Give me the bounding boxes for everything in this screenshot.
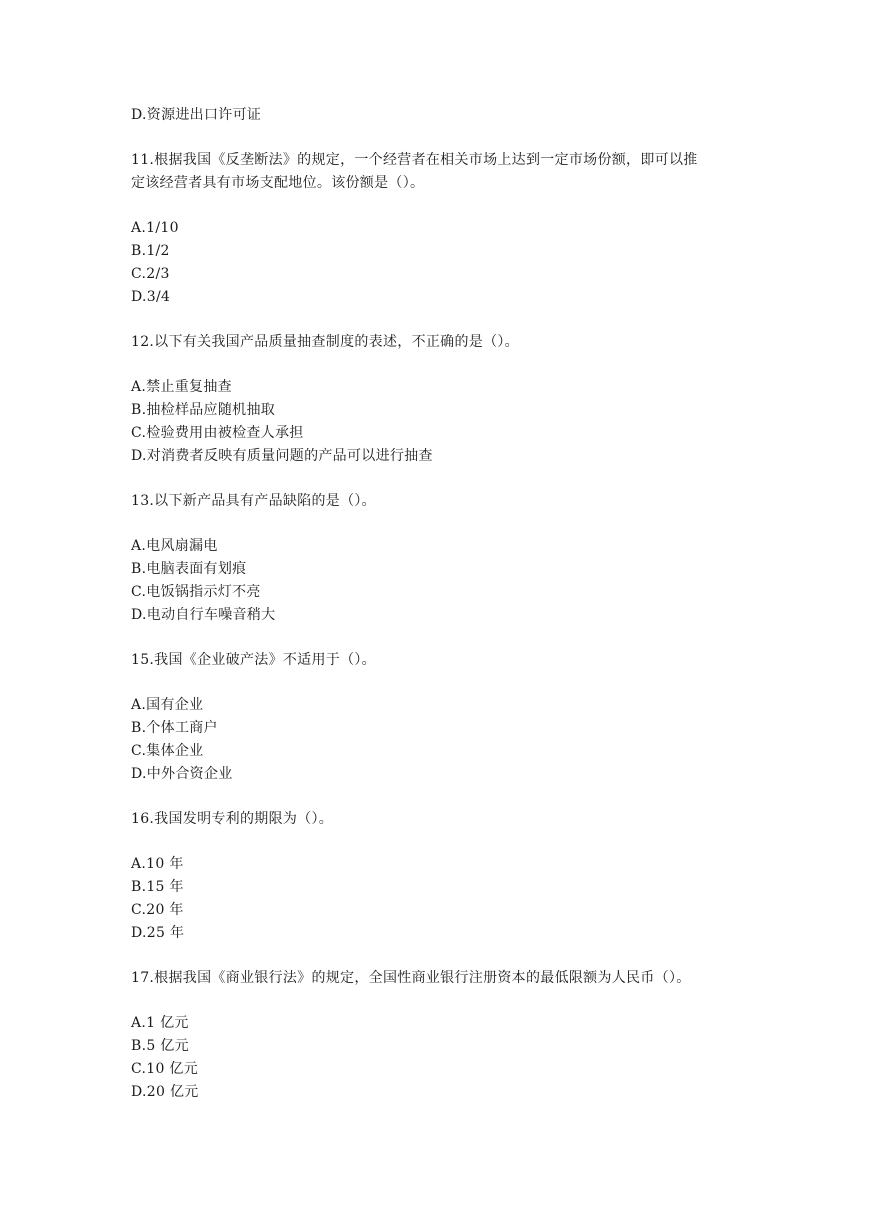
question-text: 16.我国发明专利的期限为（）。 xyxy=(131,811,334,827)
option-line: C.电饭锅指示灯不亮 xyxy=(131,584,261,600)
option-line: D.资源进出口许可证 xyxy=(131,107,262,123)
option-line: C.20 年 xyxy=(131,902,184,918)
option-line: B.电脑表面有划痕 xyxy=(131,561,247,577)
option-line: B.15 年 xyxy=(131,879,184,895)
question-block xyxy=(131,331,751,468)
option-line: A.1 亿元 xyxy=(131,1015,189,1031)
option-line: B.1/2 xyxy=(131,243,170,259)
option-line: A.10 年 xyxy=(131,856,184,872)
question-text-continued: 定该经营者具有市场支配地位。该份额是（）。 xyxy=(131,175,425,191)
document-page xyxy=(131,104,751,1104)
option-line: D.中外合资企业 xyxy=(131,766,233,782)
option-line: B.5 亿元 xyxy=(131,1038,189,1054)
option-line: B.个体工商户 xyxy=(131,720,218,736)
question-text: 12.以下有关我国产品质量抽查制度的表述，不正确的是（）。 xyxy=(131,334,519,350)
option-line: D.3/4 xyxy=(131,289,171,305)
option-line: B.抽检样品应随机抽取 xyxy=(131,402,276,418)
option-line: D.电动自行车噪音稍大 xyxy=(131,607,276,623)
option-line: D.20 亿元 xyxy=(131,1084,199,1100)
question-block xyxy=(131,649,751,786)
option-line: C.检验费用由被检查人承担 xyxy=(131,425,304,441)
question-block xyxy=(131,808,751,945)
option-line: C.集体企业 xyxy=(131,743,204,759)
question-text: 15.我国《企业破产法》不适用于（）。 xyxy=(131,652,376,668)
option-line: A.1/10 xyxy=(131,220,179,236)
option-line: A.国有企业 xyxy=(131,697,204,713)
option-line: A.电风扇漏电 xyxy=(131,538,218,554)
question-text: 11.根据我国《反垄断法》的规定，一个经营者在相关市场上达到一定市场份额，即可以推 xyxy=(131,152,698,168)
question-text: 17.根据我国《商业银行法》的规定，全国性商业银行注册资本的最低限额为人民币（）。 xyxy=(131,970,691,986)
option-line: C.10 亿元 xyxy=(131,1061,199,1077)
option-line: D.对消费者反映有质量问题的产品可以进行抽查 xyxy=(131,448,433,464)
option-line: D.25 年 xyxy=(131,925,185,941)
question-block xyxy=(131,490,751,627)
question-block xyxy=(131,967,751,1104)
question-text: 13.以下新产品具有产品缺陷的是（）。 xyxy=(131,493,376,509)
option-line: C.2/3 xyxy=(131,266,170,282)
option-line: A.禁止重复抽查 xyxy=(131,379,232,395)
question-block xyxy=(131,149,751,309)
